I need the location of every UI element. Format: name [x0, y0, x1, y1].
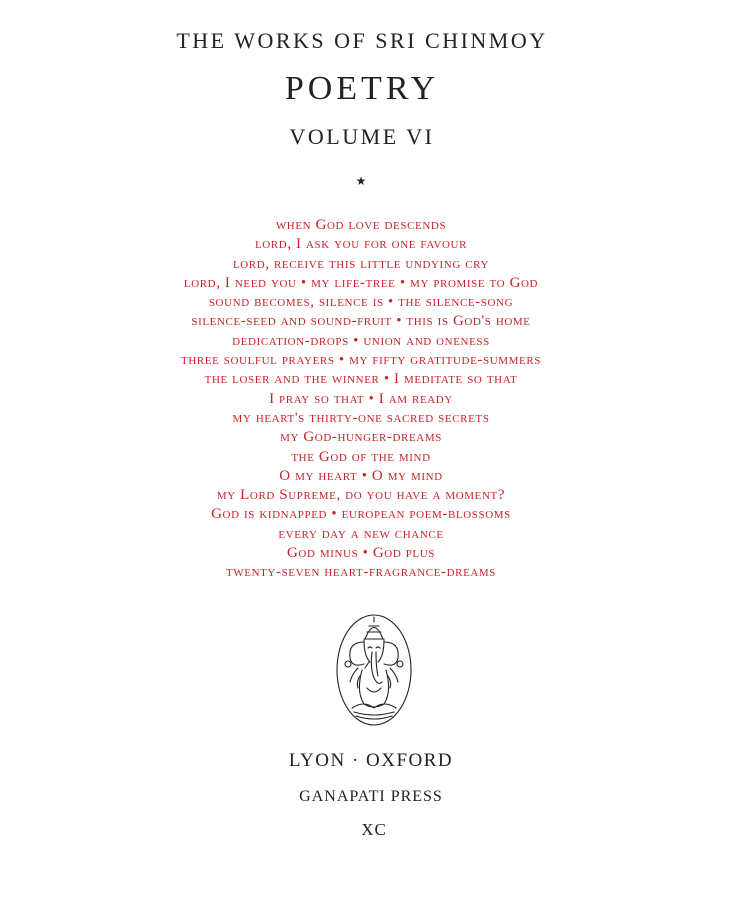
contents-item: lord, receive this little undying cry	[232, 255, 490, 272]
contents-item: my Lord Supreme, do you have a moment?	[216, 487, 506, 504]
contents-item: three soulful prayers • my fifty gratitude-summers	[181, 352, 541, 369]
star-ornament: ★	[355, 174, 367, 188]
contents-list	[0, 216, 722, 583]
contents-item: my God-hunger-dreams	[280, 429, 442, 446]
contents-item: sound becomes, silence is • the silence-song	[208, 294, 514, 311]
contents-item: silence-seed and sound-fruit • this is God's home	[191, 313, 531, 330]
contents-item: God is kidnapped • european poem-blossoms	[211, 506, 511, 523]
publication-place: LYON · OXFORD	[288, 750, 454, 771]
genre-title: POETRY	[284, 70, 440, 107]
volume-title: VOLUME VI	[289, 124, 435, 149]
contents-item: God minus • God plus	[286, 545, 436, 562]
series-title: THE WORKS OF SRI CHINMOY	[176, 28, 548, 53]
contents-item: when God love descends	[275, 217, 447, 233]
ganesha-icon	[334, 612, 414, 728]
contents-item: dedication-drops • union and oneness	[232, 332, 490, 349]
contents-item: every day a new chance	[278, 525, 444, 542]
contents-item: twenty-seven heart-fragrance-dreams	[225, 564, 497, 581]
contents-item: the loser and the winner • I meditate so that	[204, 371, 518, 388]
publication-year: XC	[361, 820, 387, 839]
contents-item: my heart's thirty-one sacred secrets	[232, 409, 490, 426]
contents-item: lord, I ask you for one favour	[254, 236, 468, 253]
contents-item: the God of the mind	[291, 448, 431, 465]
contents-item: lord, I need you • my life-tree • my promise to God	[183, 274, 539, 291]
contents-item: O my heart • O my mind	[279, 467, 443, 484]
publisher-name: GANAPATI PRESS	[299, 788, 443, 805]
contents-item: I pray so that • I am ready	[269, 390, 453, 407]
